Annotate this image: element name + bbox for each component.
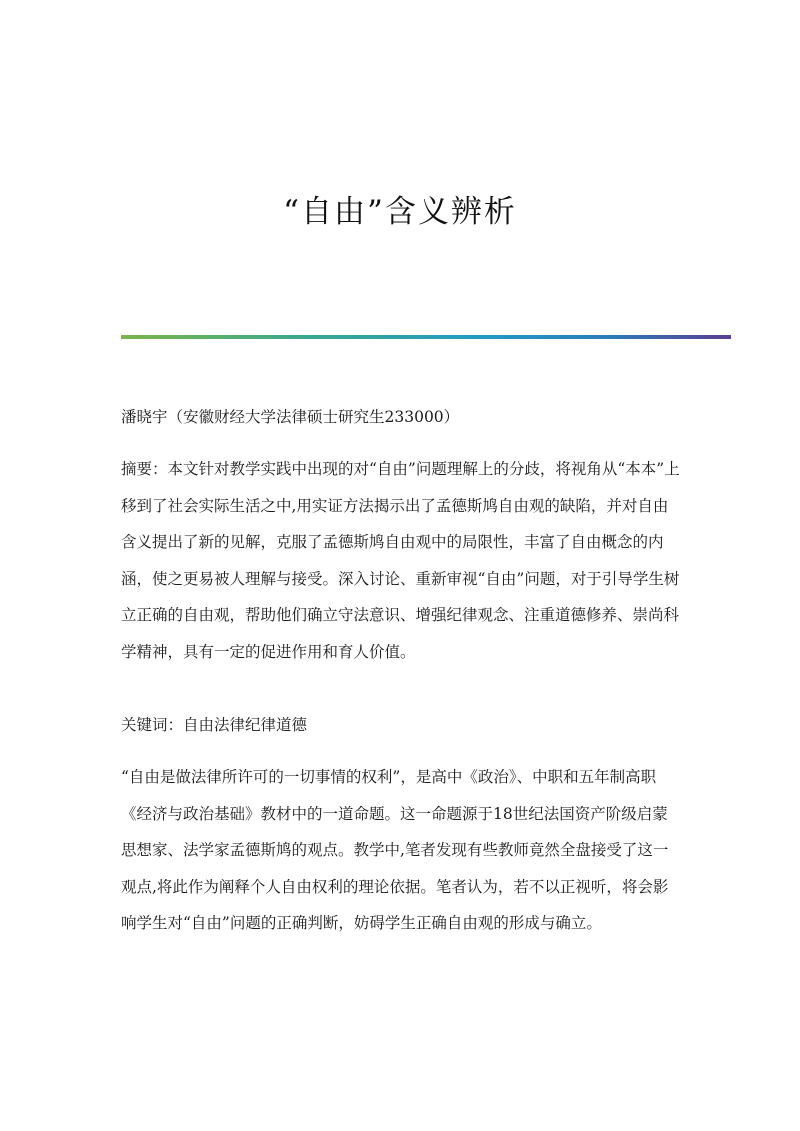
title-divider xyxy=(121,335,731,339)
abstract-paragraph: 摘要：本文针对教学实践中出现的对“自由”问题理解上的分歧，将视角从“本本”上移到了社会实际生活之中,用实证方法揭示出了孟德斯鸠自由观的缺陷，并对自由含义提出了新的见解，克服了孟德斯鸠自由观中的局限性，丰富了自由概念的内涵，使之更易被人理解与接受。深入讨论、重新审视“自由”问题，对于引导学生树立正确的自由观，帮助他们确立守法意识、增强纪律观念、注重道德修养、崇尚科学精神，具有一定的促进作用和育人价值。 xyxy=(121,460,680,661)
body-paragraph: “自由是做法律所许可的一切事情的权利”，是高中《政治》、中职和五年制高职《经济与政治基础》教材中的一道命题。这一命题源于18世纪法国资产阶级启蒙思想家、法学家孟德斯鸠的观点。教学中,笔者发现有些教师竟然全盘接受了这一观点,将此作为阐释个人自由权利的理论依据。笔者认为，若不以正视听，将会影响学生对“自由”问题的正确判断，妨碍学生正确自由观的形成与确立。 xyxy=(121,768,669,932)
author-line: 潘晓宇（安徽财经大学法律硕士研究生233000） xyxy=(121,408,460,426)
keywords-line: 关键词：自由法律纪律道德 xyxy=(121,716,308,734)
document-title: “自由”含义辨析 xyxy=(283,194,517,230)
